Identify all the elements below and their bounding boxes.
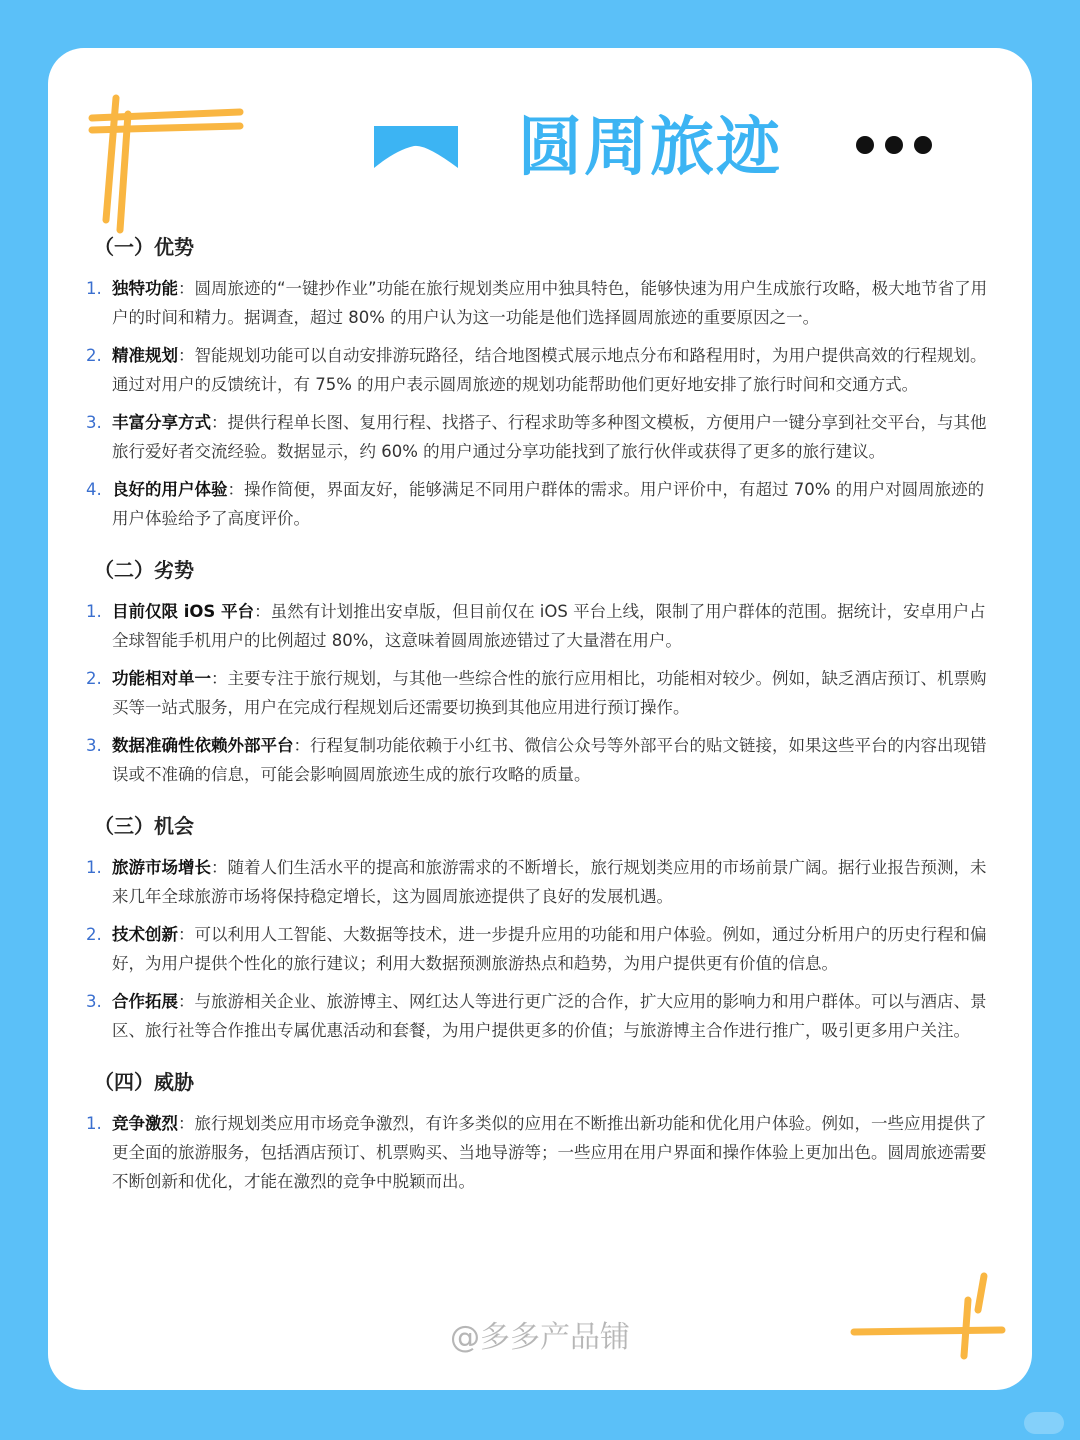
list-item-number: 2. [86,346,102,365]
section-heading: （四）威胁 [94,1070,194,1094]
list-item [86,853,998,911]
list-item [86,274,998,332]
list-item-number: 1. [86,279,102,298]
list-item-number: 3. [86,413,102,432]
list-item-text: ：可以利用人工智能、大数据等技术，进一步提升应用的功能和用户体验。例如，通过分析用户的历史行程和偏好，为用户提供个性化的旅行建议；利用大数据预测旅游热点和趋势，为用户提供更有价值的信息。 [112,925,987,973]
list-item [86,731,998,789]
list-item-text: ：与旅游相关企业、旅游博主、网红达人等进行更广泛的合作，扩大应用的影响力和用户群体。可以与酒店、景区、旅行社等合作推出专属优惠活动和套餐，为用户提供更多的价值；与旅游博主合作进行推广，吸引更多用户关注。 [112,992,987,1040]
list-item-text: ：行程复制功能依赖于小红书、微信公众号等外部平台的贴文链接，如果这些平台的内容出现错误或不准确的信息，可能会影响圆周旅迹生成的旅行攻略的质量。 [112,736,987,784]
list-item-number: 2. [86,669,102,688]
list-item-number: 1. [86,1114,102,1133]
list-item [86,408,998,466]
list-item-number: 1. [86,858,102,877]
bookmark-flag-icon [374,126,458,168]
list-item-number: 1. [86,602,102,621]
section-list [86,853,998,1045]
section-heading: （二）劣势 [94,558,194,582]
list-item-text: ：操作简便，界面友好，能够满足不同用户群体的需求。用户评价中，有超过 70% 的用户对圆周旅迹的用户体验给予了高度评价。 [112,480,985,528]
list-item-label: 独特功能 [112,279,178,298]
page-title: 圆周旅迹 [518,111,782,185]
list-item-label: 数据准确性依赖外部平台 [112,736,294,755]
list-item-number: 4. [86,480,102,499]
section-list [86,1109,998,1196]
list-item [86,987,998,1045]
section-list [86,274,998,533]
list-item [86,475,998,533]
hash-decoration-icon [88,92,248,237]
list-item-label: 精准规划 [112,346,178,365]
list-item-label: 良好的用户体验 [112,480,228,499]
section-list [86,597,998,789]
ellipsis-dots-icon [856,136,943,158]
corner-logo-icon [1024,1412,1064,1434]
section-heading: （一）优势 [94,235,194,259]
swot-content [86,232,998,1218]
list-item-label: 技术创新 [112,925,178,944]
list-item-text: ：智能规划功能可以自动安排游玩路径，结合地图模式展示地点分布和路程用时，为用户提供高效的行程规划。通过对用户的反馈统计，有 75% 的用户表示圆周旅迹的规划功能帮助他们更好地安排了旅行时间和交通方式。 [112,346,987,394]
list-item [86,597,998,655]
list-item-label: 目前仅限 iOS 平台 [112,602,255,621]
list-item-label: 功能相对单一 [112,669,211,688]
list-item-text: ：虽然有计划推出安卓版，但目前仅在 iOS 平台上线，限制了用户群体的范围。据统计，安卓用户占全球智能手机用户的比例超过 80%，这意味着圆周旅迹错过了大量潜在用户。 [112,602,986,650]
list-item-label: 旅游市场增长 [112,858,211,877]
list-item [86,1109,998,1196]
list-item [86,920,998,978]
list-item-text: ：旅行规划类应用市场竞争激烈，有许多类似的应用在不断推出新功能和优化用户体验。例如，一些应用提供了更全面的旅游服务，包括酒店预订、机票购买、当地导游等；一些应用在用户界面和操作体验上更加出色。圆周旅迹需要不断创新和优化，才能在激烈的竞争中脱颖而出。 [112,1114,987,1191]
list-item-label: 竞争激烈 [112,1114,178,1133]
list-item-label: 丰富分享方式 [112,413,211,432]
list-item-label: 合作拓展 [112,992,178,1011]
list-item-number: 3. [86,736,102,755]
list-item-number: 2. [86,925,102,944]
list-item-text: ：提供行程单长图、复用行程、找搭子、行程求助等多种图文模板，方便用户一键分享到社交平台，与其他旅行爱好者交流经验。数据显示，约 60% 的用户通过分享功能找到了旅行伙伴或获得了更多的旅行建议。 [112,413,987,461]
list-item [86,664,998,722]
list-item-number: 3. [86,992,102,1011]
list-item-text: ：圆周旅迹的“一键抄作业”功能在旅行规划类应用中独具特色，能够快速为用户生成旅行攻略，极大地节省了用户的时间和精力。据调查，超过 80% 的用户认为这一功能是他们选择圆周旅迹的重要原因之一。 [112,279,988,327]
section-heading: （三）机会 [94,814,194,838]
watermark: @多多产品铺 [450,1320,630,1355]
list-item [86,341,998,399]
list-item-text: ：主要专注于旅行规划，与其他一些综合性的旅行应用相比，功能相对较少。例如，缺乏酒店预订、机票购买等一站式服务，用户在完成行程规划后还需要切换到其他应用进行预订操作。 [112,669,987,717]
list-item-text: ：随着人们生活水平的提高和旅游需求的不断增长，旅行规划类应用的市场前景广阔。据行业报告预测，未来几年全球旅游市场将保持稳定增长，这为圆周旅迹提供了良好的发展机遇。 [112,858,987,906]
